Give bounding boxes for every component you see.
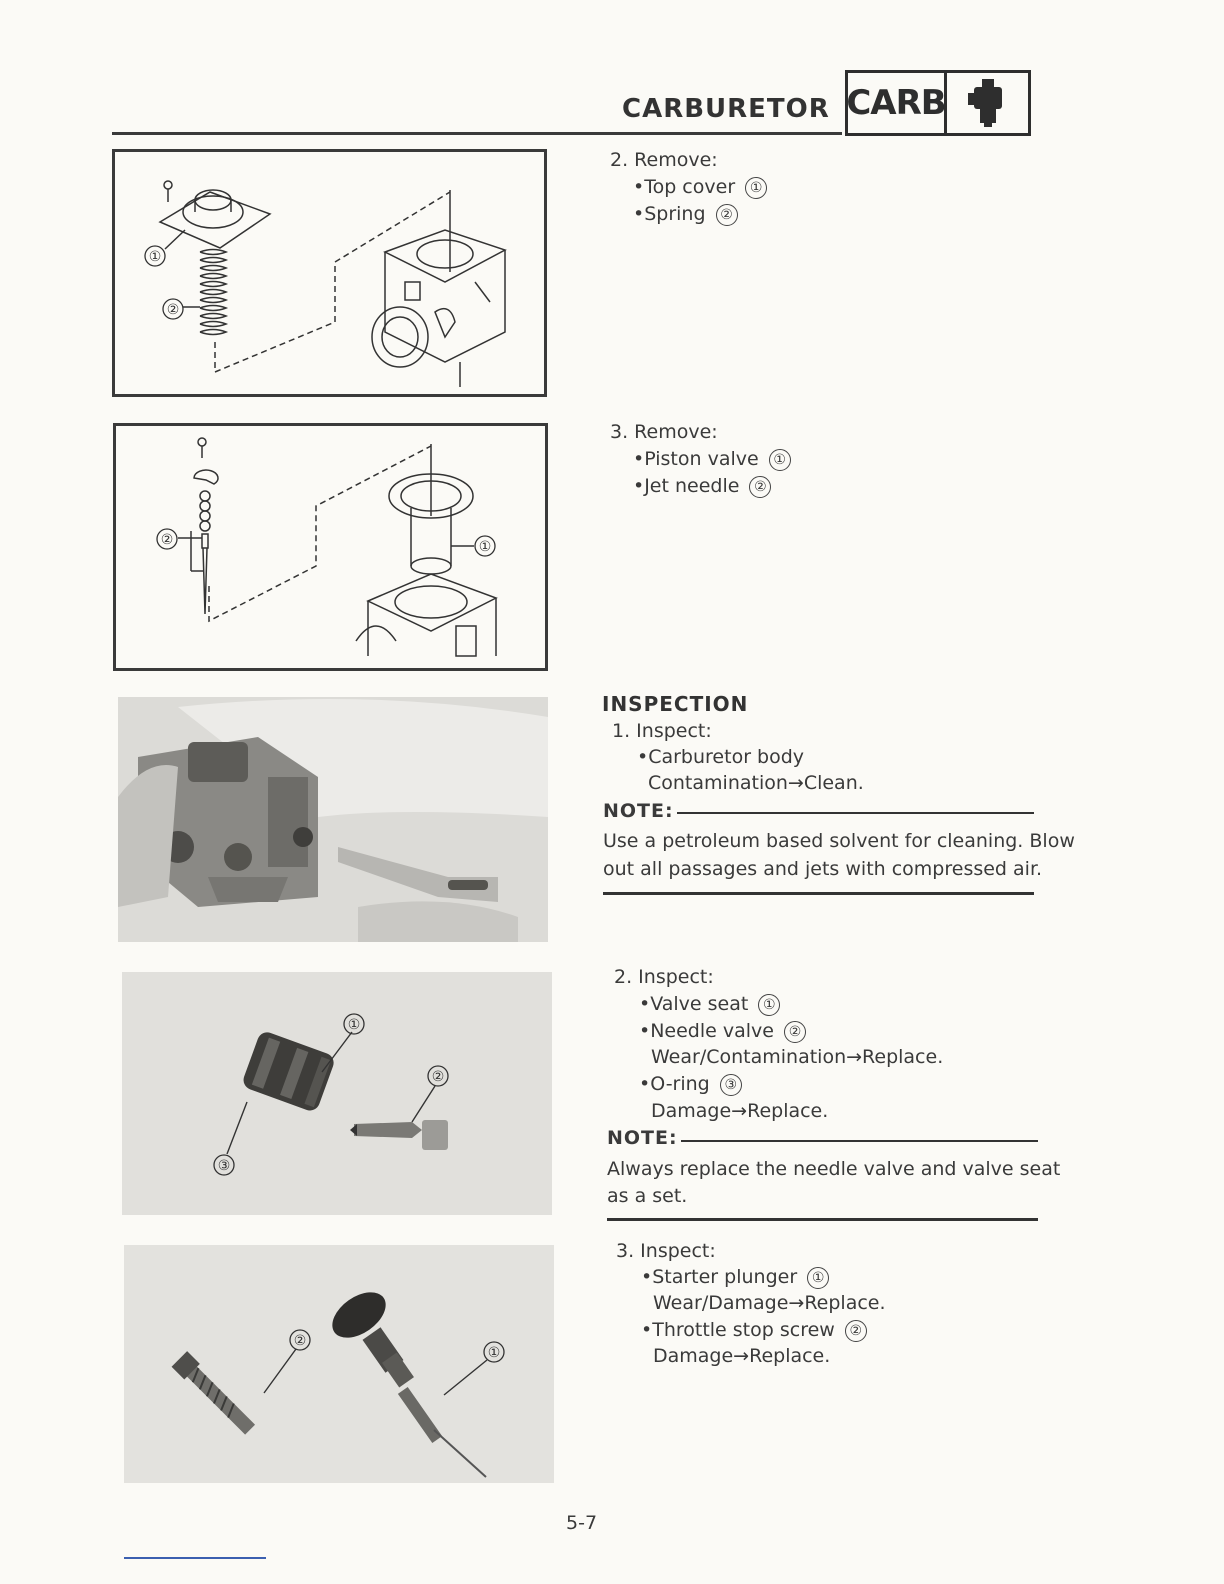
step2-item-spring — [633, 203, 738, 226]
inspect2-item-needle-valve — [639, 1020, 806, 1043]
inspect2-note-line2: as a set. — [607, 1185, 688, 1207]
inspect2-item-num: ③ — [720, 1074, 742, 1096]
inspect2-heading: 2. Inspect: — [614, 966, 714, 988]
inspect3-action2: Damage→Replace. — [653, 1345, 831, 1367]
note-rule — [681, 1140, 1038, 1142]
fig2-callout-1: ① — [478, 539, 492, 555]
figure-piston-valve-jet-needle — [113, 423, 548, 671]
fig1-callout-1: ① — [148, 249, 162, 265]
step2-heading: 2. Remove: — [610, 149, 718, 171]
note-rule — [677, 812, 1034, 814]
inspect1-note-label: NOTE: — [603, 800, 674, 822]
inspect3-item-starter-plunger — [641, 1266, 829, 1289]
inspect2-item-num: ② — [784, 1021, 806, 1043]
step2-item-num: ② — [716, 204, 738, 226]
inspect2-action2: Damage→Replace. — [651, 1100, 829, 1122]
carburetor-icon — [947, 73, 1028, 133]
inspect1-note-line1: Use a petroleum based solvent for cleaning. Blow — [603, 830, 1075, 852]
photo-carburetor-body-cleaning — [118, 697, 548, 942]
inspect1-item: •Carburetor body — [637, 746, 805, 768]
note-bottom-rule — [607, 1218, 1038, 1221]
inspect1-note-line2: out all passages and jets with compressed air. — [603, 858, 1043, 880]
inspect1-heading: 1. Inspect: — [612, 720, 712, 742]
piston-valve-diagram — [116, 426, 545, 668]
fig2-callout-2: ② — [160, 532, 174, 548]
inspect2-item-label: •O-ring — [639, 1073, 710, 1095]
note-bottom-rule — [603, 892, 1034, 895]
inspect2-note-line1: Always replace the needle valve and valve seat — [607, 1158, 1061, 1180]
inspect3-item-label: •Starter plunger — [641, 1266, 798, 1288]
step3-item-num: ① — [769, 449, 791, 471]
photo4-callout-1: ① — [347, 1017, 361, 1033]
inspect2-item-label: •Valve seat — [639, 993, 749, 1015]
inspect2-item-num: ① — [758, 994, 780, 1016]
step3-item-label: •Piston valve — [633, 448, 759, 470]
header-rule — [112, 132, 842, 135]
page-number: 5-7 — [566, 1512, 598, 1534]
inspect3-item-label: •Throttle stop screw — [641, 1319, 835, 1341]
step3-item-num: ② — [749, 476, 771, 498]
step2-item-top-cover — [633, 176, 767, 199]
photo4-callout-2: ② — [431, 1069, 445, 1085]
section-badge — [845, 70, 1031, 136]
inspect1-action: Contamination→Clean. — [648, 772, 864, 794]
photo-needle-valve-seat — [122, 972, 552, 1215]
photo5-callout-2: ② — [293, 1333, 307, 1349]
step3-item-piston-valve — [633, 448, 791, 471]
inspect3-item-num: ① — [807, 1267, 829, 1289]
inspect3-item-throttle-stop-screw — [641, 1319, 867, 1342]
inspect2-note-label: NOTE: — [607, 1127, 678, 1149]
step3-item-label: •Jet needle — [633, 475, 740, 497]
step3-item-jet-needle — [633, 475, 771, 498]
inspect3-action1: Wear/Damage→Replace. — [653, 1292, 886, 1314]
top-cover-diagram — [115, 152, 544, 394]
page-title: CARBURETOR — [622, 94, 830, 124]
inspect2-item-label: •Needle valve — [639, 1020, 774, 1042]
step2-item-label: •Spring — [633, 203, 706, 225]
inspect2-item-valve-seat — [639, 993, 780, 1016]
inspect3-item-num: ② — [845, 1320, 867, 1342]
step3-heading: 3. Remove: — [610, 421, 718, 443]
inspect2-action1: Wear/Contamination→Replace. — [651, 1046, 944, 1068]
inspect3-heading: 3. Inspect: — [616, 1240, 716, 1262]
inspect2-item-o-ring — [639, 1073, 742, 1096]
photo4-callout-3: ③ — [217, 1158, 231, 1174]
photo5-callout-1: ① — [487, 1345, 501, 1361]
figure-top-cover-spring — [112, 149, 547, 397]
fig1-callout-2: ② — [166, 302, 180, 318]
photo-starter-plunger-throttle-screw — [124, 1245, 554, 1483]
step2-item-num: ① — [745, 177, 767, 199]
section-badge-label: CARB — [848, 73, 947, 133]
inspection-heading: INSPECTION — [602, 692, 749, 716]
step2-item-label: •Top cover — [633, 176, 736, 198]
footer-rule — [124, 1557, 266, 1559]
